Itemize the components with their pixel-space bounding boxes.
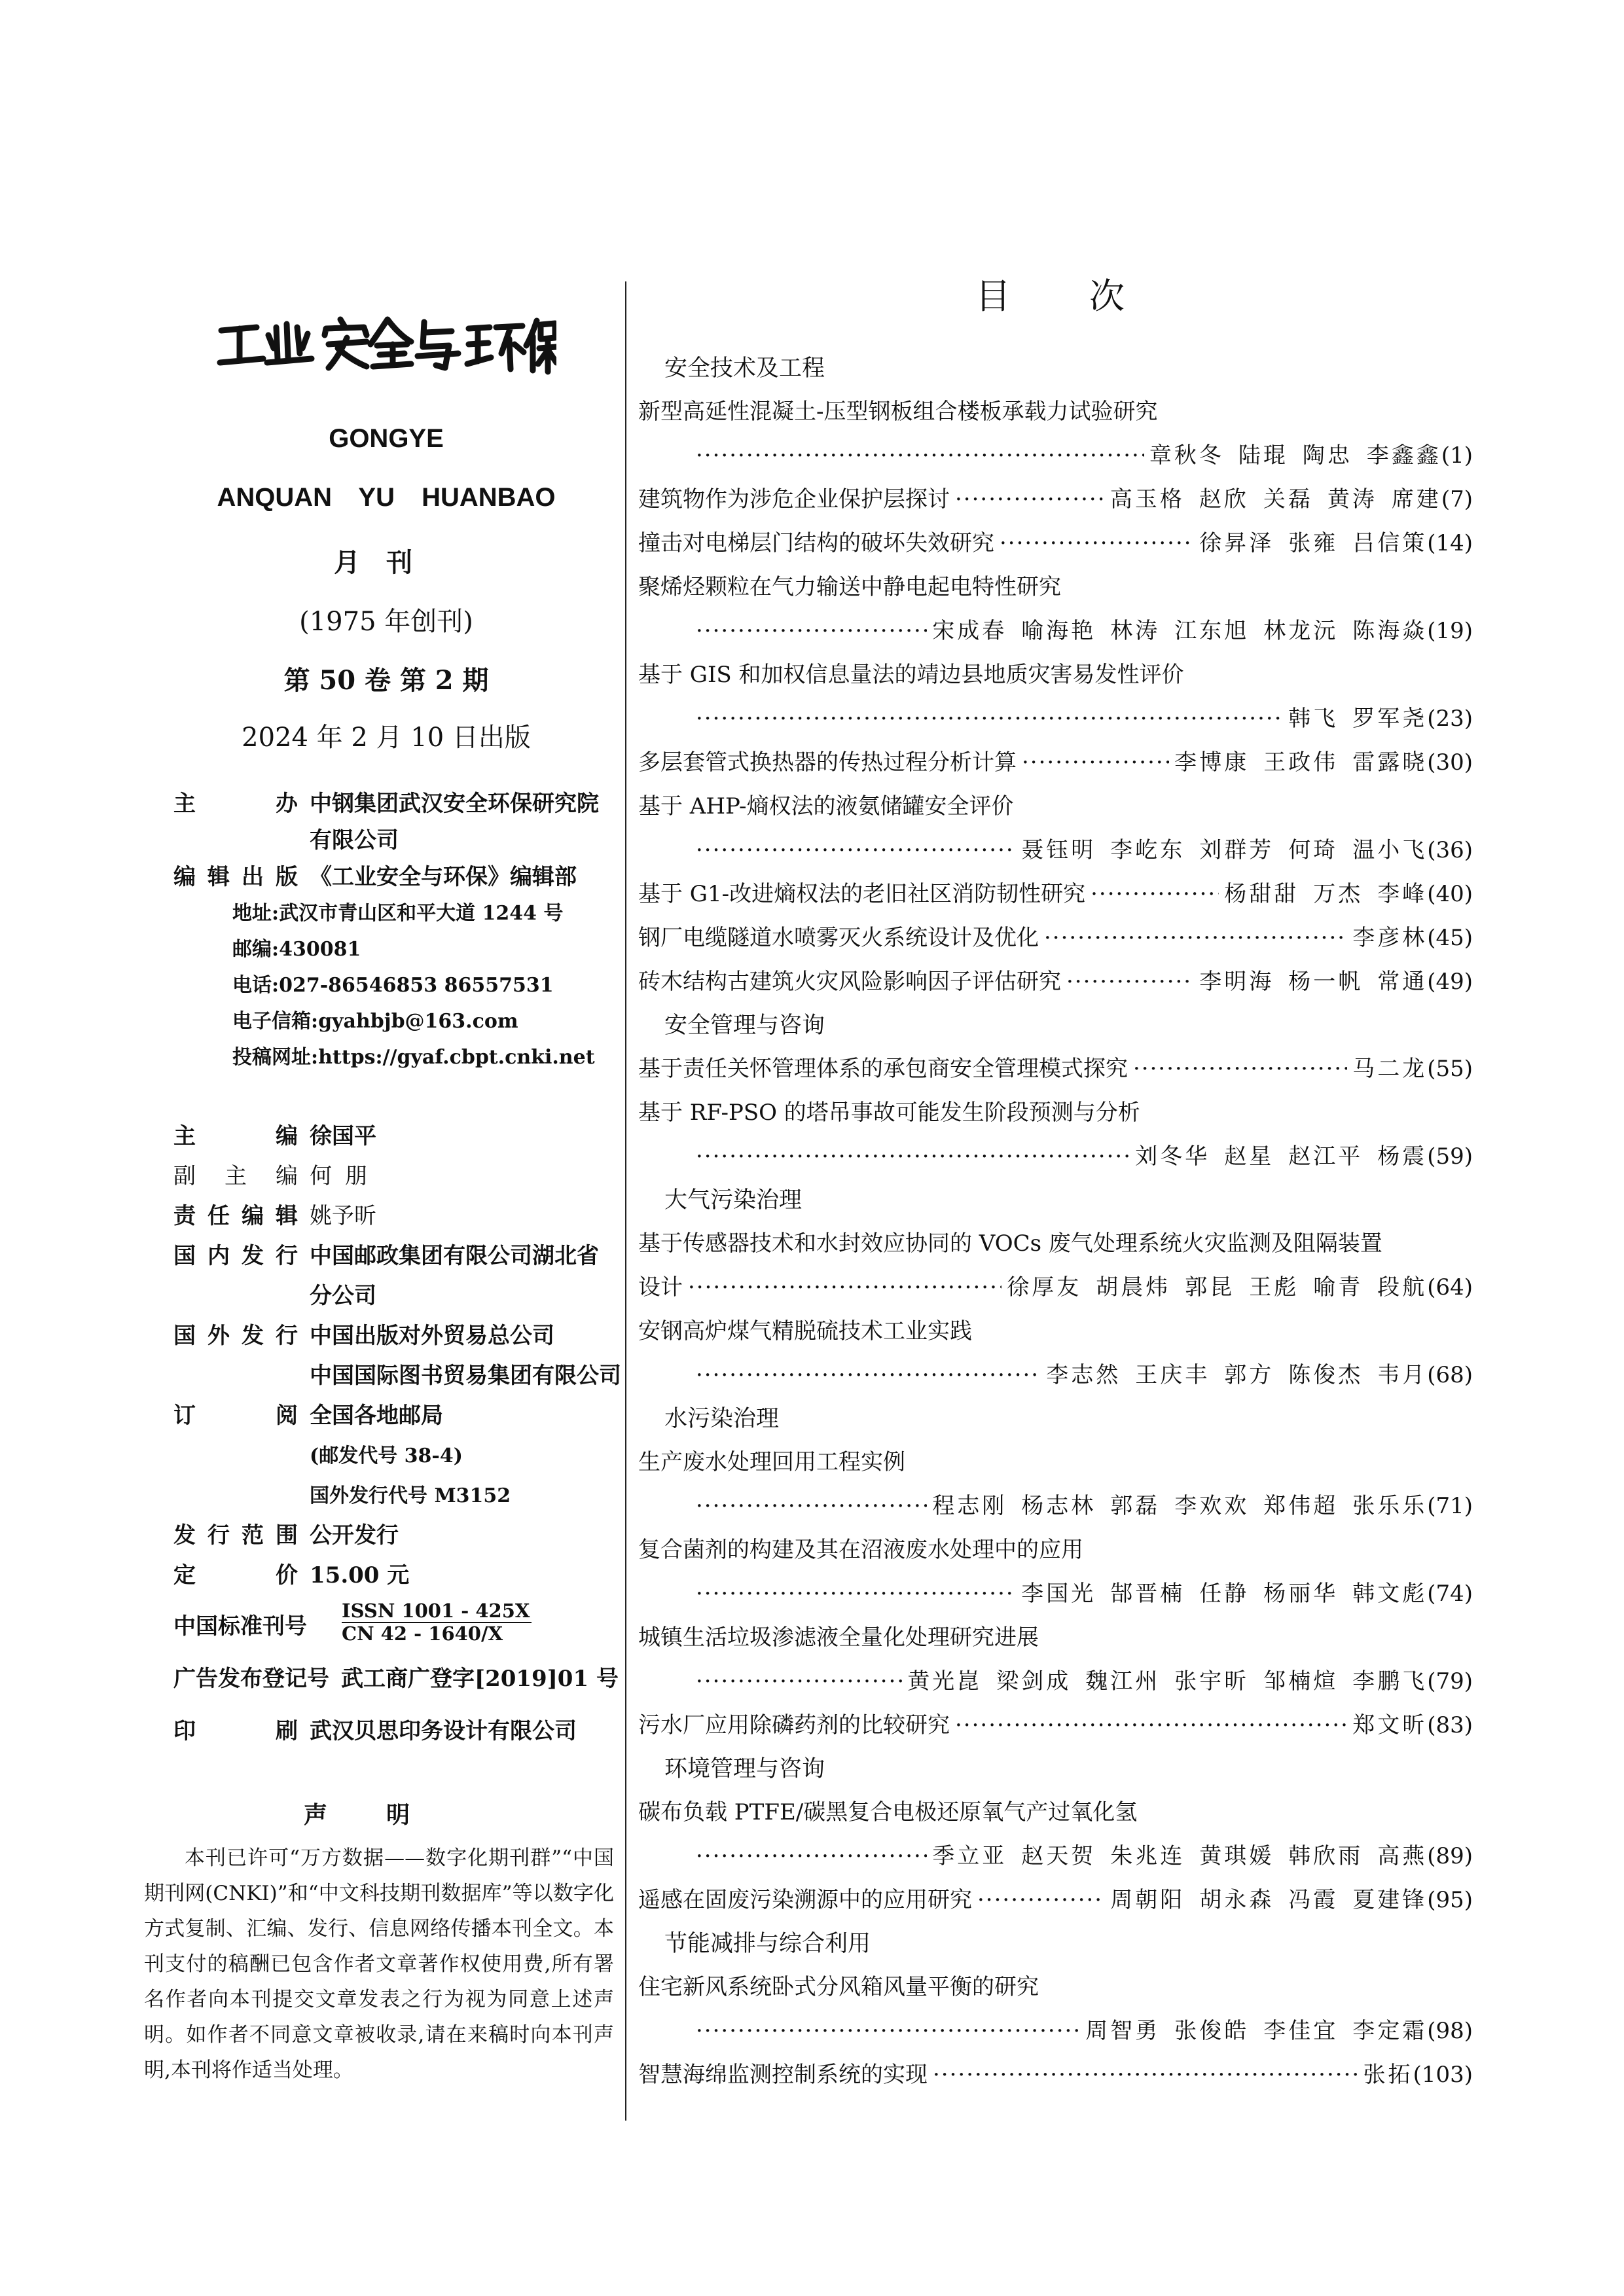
article-page: (68) bbox=[1427, 1362, 1473, 1388]
author-name: 常通 bbox=[1377, 969, 1428, 995]
toc-entry bbox=[638, 1528, 1473, 1572]
article-title: 安钢高炉煤气精脱硫技术工业实践 bbox=[638, 1318, 972, 1344]
article-title: 城镇生活垃圾渗滤液全量化处理研究进展 bbox=[638, 1624, 1039, 1651]
author-name: 杨志林 bbox=[1021, 1493, 1096, 1519]
leader-dots bbox=[696, 434, 1144, 478]
deputy-editor-value: 何朋 bbox=[310, 1163, 380, 1189]
toc-entry bbox=[638, 1310, 1473, 1354]
author-name: 胡永森 bbox=[1199, 1887, 1274, 1913]
publication-frequency: 月刊 bbox=[334, 547, 439, 578]
author-name: 喻海艳 bbox=[1021, 618, 1096, 644]
author-name: 李佳宜 bbox=[1263, 2018, 1339, 2044]
sponsor-label: 主办 bbox=[173, 791, 298, 817]
deputy-editor-label: 副主编 bbox=[173, 1163, 298, 1189]
toc-entry bbox=[638, 1791, 1473, 1835]
author-name: 郭磊 bbox=[1110, 1493, 1161, 1519]
responsible-editor-value: 姚予昕 bbox=[310, 1203, 376, 1229]
author-name: 李屹东 bbox=[1110, 837, 1185, 863]
author-name: 韩飞 bbox=[1288, 706, 1339, 732]
postal-code: (邮发代号 38-4) bbox=[310, 1444, 463, 1467]
author-name: 任静 bbox=[1199, 1581, 1250, 1607]
domestic-dist-value-cont: 分公司 bbox=[310, 1283, 376, 1309]
article-title: 基于 RF-PSO 的塔吊事故可能发生阶段预测与分析 bbox=[638, 1100, 1140, 1126]
author-name: 朱兆连 bbox=[1110, 1843, 1185, 1869]
article-page: (83) bbox=[1427, 1712, 1473, 1738]
author-name: 周智勇 bbox=[1085, 2018, 1161, 2044]
printer-value: 武汉贝思印务设计有限公司 bbox=[310, 1718, 577, 1744]
article-title: 基于 G1-改进熵权法的老旧社区消防韧性研究 bbox=[638, 881, 1086, 907]
article-page: (1) bbox=[1441, 442, 1473, 469]
article-page: (49) bbox=[1427, 969, 1473, 995]
author-name: 黄光崑 bbox=[907, 1668, 983, 1695]
price-label: 定价 bbox=[173, 1562, 298, 1588]
leader-dots bbox=[696, 1354, 1041, 1397]
author-name: 林涛 bbox=[1110, 618, 1161, 644]
toc-entry bbox=[638, 1616, 1473, 1660]
toc-entry bbox=[638, 960, 1473, 1004]
toc-section-heading: 安全管理与咨询 bbox=[664, 1013, 825, 1038]
article-title: 钢厂电缆隧道水喷雾灭火系统设计及优化 bbox=[638, 925, 1039, 951]
article-title: 撞击对电梯层门结构的破坏失效研究 bbox=[638, 530, 994, 556]
chief-editor-value: 徐国平 bbox=[310, 1123, 376, 1149]
leader-dots bbox=[1133, 1047, 1347, 1091]
article-title: 多层套管式换热器的传热过程分析计算 bbox=[638, 749, 1017, 776]
leader-dots bbox=[1000, 522, 1194, 565]
author-name: 赵欣 bbox=[1199, 486, 1249, 512]
article-authors bbox=[907, 1660, 1427, 1704]
ad-label: 广告发布登记号 bbox=[173, 1666, 329, 1692]
toc-entry-authors-line bbox=[638, 1135, 1473, 1179]
article-authors bbox=[932, 609, 1427, 653]
author-name: 高燕 bbox=[1377, 1843, 1428, 1869]
toc-entry-authors-line bbox=[638, 1354, 1473, 1397]
article-authors bbox=[1046, 1354, 1427, 1397]
article-title: 新型高延性混凝土-压型钢板组合楼板承载力试验研究 bbox=[638, 399, 1158, 425]
toc-entry bbox=[638, 872, 1473, 916]
author-name: 王庆丰 bbox=[1135, 1362, 1210, 1388]
author-name: 郑伟超 bbox=[1263, 1493, 1339, 1519]
article-title: 建筑物作为涉危企业保护层探讨 bbox=[638, 486, 950, 512]
leader-dots bbox=[696, 2009, 1080, 2053]
journal-calligraphy-logo bbox=[216, 308, 556, 380]
article-page: (14) bbox=[1427, 530, 1473, 556]
author-name: 黄琪媛 bbox=[1199, 1843, 1274, 1869]
responsible-editor-label: 责任编辑 bbox=[173, 1203, 298, 1229]
author-name: 陶忠 bbox=[1302, 442, 1352, 469]
author-name: 李志然 bbox=[1046, 1362, 1121, 1388]
toc-entry-authors-line bbox=[638, 609, 1473, 653]
article-authors bbox=[1352, 1704, 1427, 1748]
price-value: 15.00 元 bbox=[310, 1562, 410, 1588]
author-name: 李鹏飞 bbox=[1352, 1668, 1428, 1695]
author-name: 程志刚 bbox=[932, 1493, 1007, 1519]
toc-entry bbox=[638, 1091, 1473, 1135]
domestic-dist-label: 国内发行 bbox=[173, 1243, 298, 1269]
chief-editor-label: 主编 bbox=[173, 1123, 298, 1149]
article-page: (74) bbox=[1427, 1581, 1473, 1607]
author-name: 李明海 bbox=[1199, 969, 1274, 995]
article-title: 砖木结构古建筑火灾风险影响因子评估研究 bbox=[638, 969, 1061, 995]
article-title: 基于 AHP-熵权法的液氨储罐安全评价 bbox=[638, 793, 1014, 819]
author-name: 张宇昕 bbox=[1174, 1668, 1250, 1695]
author-name: 韦月 bbox=[1377, 1362, 1428, 1388]
author-name: 刘冬华 bbox=[1135, 1143, 1210, 1170]
article-title: 基于责任关怀管理体系的承包商安全管理模式探究 bbox=[638, 1056, 1128, 1082]
author-name: 何琦 bbox=[1288, 837, 1339, 863]
phone: 电话:027-86546853 86557531 bbox=[232, 974, 554, 997]
article-page: (7) bbox=[1441, 486, 1473, 512]
sponsor-value-cont: 有限公司 bbox=[310, 827, 399, 853]
article-page: (71) bbox=[1427, 1493, 1473, 1519]
sponsor-value: 中钢集团武汉安全环保研究院 bbox=[310, 791, 599, 817]
author-name: 李鑫鑫 bbox=[1366, 442, 1441, 469]
article-authors bbox=[1224, 872, 1427, 916]
author-name: 杨丽华 bbox=[1263, 1581, 1339, 1607]
scope-label: 发行范围 bbox=[173, 1522, 298, 1549]
author-name: 席建 bbox=[1391, 486, 1441, 512]
article-authors bbox=[932, 1835, 1427, 1878]
toc-section-heading: 安全技术及工程 bbox=[664, 355, 825, 381]
author-name: 李峰 bbox=[1377, 881, 1428, 907]
pinyin-title-line2: ANQUAN YU HUANBAO bbox=[217, 483, 556, 512]
toc-entry bbox=[638, 390, 1473, 434]
article-title: 智慧海绵监测控制系统的实现 bbox=[638, 2062, 928, 2088]
article-title: 聚烯烃颗粒在气力输送中静电起电特性研究 bbox=[638, 574, 1061, 600]
author-name: 喻青 bbox=[1313, 1274, 1363, 1300]
leader-dots bbox=[955, 1704, 1347, 1748]
toc-entry-authors-line bbox=[638, 697, 1473, 741]
toc-section-heading: 水污染治理 bbox=[664, 1406, 780, 1431]
author-name: 徐昇泽 bbox=[1199, 530, 1274, 556]
article-authors bbox=[1007, 1266, 1427, 1310]
author-name: 马二龙 bbox=[1352, 1056, 1428, 1082]
leader-dots bbox=[1022, 741, 1169, 785]
journal-logo bbox=[216, 308, 556, 380]
author-name: 李彦林 bbox=[1352, 925, 1428, 951]
toc-entry-authors-line bbox=[638, 2009, 1473, 2053]
article-page: (59) bbox=[1427, 1143, 1473, 1170]
author-name: 李定霜 bbox=[1352, 2018, 1428, 2044]
author-name: 张俊皓 bbox=[1174, 2018, 1250, 2044]
author-name: 林龙沅 bbox=[1263, 618, 1339, 644]
toc-entry bbox=[638, 565, 1473, 609]
toc-entry-authors-line bbox=[638, 1484, 1473, 1528]
article-page: (19) bbox=[1427, 618, 1473, 644]
article-page: (30) bbox=[1427, 749, 1473, 776]
article-authors bbox=[1199, 522, 1427, 565]
author-name: 王彪 bbox=[1249, 1274, 1299, 1300]
pinyin-title-line1: GONGYE bbox=[329, 424, 444, 453]
author-name: 陆琨 bbox=[1238, 442, 1288, 469]
article-authors bbox=[1174, 741, 1427, 785]
author-name: 杨震 bbox=[1377, 1143, 1428, 1170]
postcode: 邮编:430081 bbox=[232, 938, 361, 961]
toc-entry-authors-line bbox=[638, 829, 1473, 872]
author-name: 韩文彪 bbox=[1352, 1581, 1428, 1607]
author-name: 陈海焱 bbox=[1352, 618, 1428, 644]
editorial-info bbox=[173, 1117, 621, 1596]
toc-title: 目次 bbox=[975, 277, 1203, 316]
toc-entry bbox=[638, 741, 1473, 785]
author-name: 季立亚 bbox=[932, 1843, 1007, 1869]
article-page: (45) bbox=[1427, 925, 1473, 951]
article-page: (36) bbox=[1427, 837, 1473, 863]
article-authors bbox=[1363, 2053, 1413, 2097]
toc-entry-authors-line bbox=[638, 1572, 1473, 1616]
author-name: 夏建锋 bbox=[1352, 1887, 1428, 1913]
toc-entry bbox=[638, 522, 1473, 565]
toc-entry bbox=[638, 916, 1473, 960]
author-name: 郜晋楠 bbox=[1110, 1581, 1185, 1607]
author-name: 罗军尧 bbox=[1352, 706, 1428, 732]
toc-entry bbox=[638, 1704, 1473, 1748]
author-name: 关磊 bbox=[1263, 486, 1313, 512]
column-divider bbox=[625, 281, 626, 2121]
address: 地址:武汉市青山区和平大道 1244 号 bbox=[232, 902, 564, 925]
editor-value: 《工业安全与环保》编辑部 bbox=[310, 864, 577, 890]
leader-dots bbox=[688, 1266, 1001, 1310]
article-title-cont: 设计 bbox=[638, 1274, 683, 1300]
issn-number: ISSN 1001 - 425X bbox=[342, 1600, 532, 1623]
declaration-text: 本刊已许可“万方数据——数字化期刊群”“中国期刊网(CNKI)”和“中文科技期刊数据库”等以数字化方式复制、汇编、发行、信息网络传播本刊全文。本刊支付的稿酬已包含作者文章著作权使用费,所有署名作者向本刊提交文章发表之行为视为同意上述声明。如作者不同意文章被收录,请在来稿时向本刊声明,本刊将作适当处理。 bbox=[144, 1846, 614, 2082]
declaration-title: 声明 bbox=[303, 1801, 469, 1829]
founded-year: (1975 年创刊) bbox=[299, 607, 473, 637]
foreign-dist-label: 国外发行 bbox=[173, 1323, 298, 1349]
author-name: 郑文昕 bbox=[1352, 1712, 1428, 1738]
article-authors bbox=[1288, 697, 1427, 741]
author-name: 吕信策 bbox=[1352, 530, 1428, 556]
article-authors bbox=[1110, 478, 1441, 522]
toc-entry bbox=[638, 2053, 1473, 2097]
author-name: 李欢欢 bbox=[1174, 1493, 1250, 1519]
cn-number: CN 42 - 1640/X bbox=[342, 1623, 503, 1645]
leader-dots bbox=[696, 1135, 1130, 1179]
article-page: (95) bbox=[1427, 1887, 1473, 1913]
article-authors bbox=[1149, 434, 1441, 478]
author-name: 陈俊杰 bbox=[1288, 1362, 1363, 1388]
ad-registration bbox=[173, 1660, 619, 1697]
article-authors bbox=[1021, 1572, 1427, 1616]
author-name: 王政伟 bbox=[1263, 749, 1339, 776]
author-name: 段航 bbox=[1377, 1274, 1428, 1300]
scope-value: 公开发行 bbox=[310, 1522, 399, 1549]
table-of-contents bbox=[638, 347, 1473, 2097]
article-page: (79) bbox=[1427, 1668, 1473, 1695]
toc-section-heading: 节能减排与综合利用 bbox=[664, 1931, 871, 1956]
toc-entry bbox=[638, 1441, 1473, 1484]
article-authors bbox=[1085, 2009, 1427, 2053]
article-authors bbox=[932, 1484, 1427, 1528]
leader-dots bbox=[955, 478, 1105, 522]
toc-entry bbox=[638, 478, 1473, 522]
author-name: 周朝阳 bbox=[1110, 1887, 1185, 1913]
toc-entry-authors-line bbox=[638, 434, 1473, 478]
leader-dots bbox=[696, 1660, 902, 1704]
toc-entry bbox=[638, 1222, 1473, 1266]
author-name: 赵星 bbox=[1224, 1143, 1274, 1170]
author-name: 黄涛 bbox=[1327, 486, 1377, 512]
author-name: 宋成春 bbox=[932, 618, 1007, 644]
author-name: 李博康 bbox=[1174, 749, 1250, 776]
author-name: 聂钰明 bbox=[1021, 837, 1096, 863]
foreign-dist-value: 中国出版对外贸易总公司 bbox=[310, 1323, 554, 1349]
author-name: 韩欣雨 bbox=[1288, 1843, 1363, 1869]
article-authors bbox=[1352, 1047, 1427, 1091]
foreign-code: 国外发行代号 M3152 bbox=[310, 1484, 511, 1507]
author-name: 张乐乐 bbox=[1352, 1493, 1428, 1519]
toc-entry bbox=[638, 653, 1473, 697]
leader-dots bbox=[933, 2053, 1358, 2097]
toc-section-heading: 环境管理与咨询 bbox=[664, 1756, 825, 1782]
author-name: 杨一帆 bbox=[1288, 969, 1363, 995]
leader-dots bbox=[1044, 916, 1347, 960]
author-name: 胡晨炜 bbox=[1096, 1274, 1171, 1300]
issn-label: 中国标准刊号 bbox=[173, 1613, 307, 1640]
author-name: 李国光 bbox=[1021, 1581, 1096, 1607]
article-title: 碳布负载 PTFE/碳黑复合电极还原氧气产过氧化氢 bbox=[638, 1799, 1138, 1825]
article-page: (23) bbox=[1427, 706, 1473, 732]
article-title: 基于 GIS 和加权信息量法的靖边县地质灾害易发性评价 bbox=[638, 662, 1184, 688]
leader-dots bbox=[1066, 960, 1194, 1004]
publisher-info bbox=[173, 785, 599, 1075]
article-title: 污水厂应用除磷药剂的比较研究 bbox=[638, 1712, 950, 1738]
author-name: 万杰 bbox=[1313, 881, 1363, 907]
article-authors bbox=[1110, 1878, 1427, 1922]
leader-dots bbox=[696, 829, 1016, 872]
website: 投稿网址:https://gyaf.cbpt.cnki.net bbox=[232, 1046, 595, 1069]
author-name: 赵天贺 bbox=[1021, 1843, 1096, 1869]
leader-dots bbox=[696, 609, 927, 653]
author-name: 赵江平 bbox=[1288, 1143, 1363, 1170]
article-page: (89) bbox=[1427, 1843, 1473, 1869]
author-name: 温小飞 bbox=[1352, 837, 1428, 863]
article-authors bbox=[1199, 960, 1427, 1004]
author-name: 高玉格 bbox=[1110, 486, 1185, 512]
article-page: (64) bbox=[1427, 1274, 1473, 1300]
author-name: 雷露晓 bbox=[1352, 749, 1428, 776]
author-name: 刘群芳 bbox=[1199, 837, 1274, 863]
editor-label: 编辑出版 bbox=[173, 864, 298, 890]
author-name: 梁剑成 bbox=[996, 1668, 1072, 1695]
toc-entry bbox=[638, 1047, 1473, 1091]
article-page: (103) bbox=[1413, 2062, 1473, 2088]
toc-entry bbox=[638, 1965, 1473, 2009]
email: 电子信箱:gyahbjb@163.com bbox=[232, 1010, 518, 1033]
toc-entry bbox=[638, 785, 1473, 829]
article-title: 复合菌剂的构建及其在沼液废水处理中的应用 bbox=[638, 1537, 1083, 1563]
author-name: 邹楠煊 bbox=[1263, 1668, 1339, 1695]
toc-entry-cont bbox=[638, 1266, 1473, 1310]
article-page: (98) bbox=[1427, 2018, 1473, 2044]
leader-dots bbox=[977, 1878, 1105, 1922]
foreign-dist-value-cont: 中国国际图书贸易集团有限公司 bbox=[310, 1363, 621, 1389]
article-title: 基于传感器技术和水封效应协同的 VOCs 废气处理系统火灾监测及阻隔装置 bbox=[638, 1230, 1382, 1257]
leader-dots bbox=[696, 1484, 927, 1528]
article-page: (40) bbox=[1427, 881, 1473, 907]
author-name: 张雍 bbox=[1288, 530, 1339, 556]
author-name: 徐厚友 bbox=[1007, 1274, 1082, 1300]
ad-value: 武工商广登字[2019]01 号 bbox=[341, 1666, 619, 1692]
leader-dots bbox=[696, 697, 1283, 741]
article-authors bbox=[1352, 916, 1427, 960]
toc-entry-authors-line bbox=[638, 1660, 1473, 1704]
subscribe-label: 订阅 bbox=[173, 1403, 298, 1429]
leader-dots bbox=[696, 1572, 1016, 1616]
author-name: 江东旭 bbox=[1174, 618, 1250, 644]
toc-entry-authors-line bbox=[638, 1835, 1473, 1878]
article-title: 生产废水处理回用工程实例 bbox=[638, 1449, 905, 1475]
toc-section-heading: 大气污染治理 bbox=[664, 1187, 803, 1213]
article-page: (55) bbox=[1427, 1056, 1473, 1082]
leader-dots bbox=[1091, 872, 1219, 916]
article-title: 住宅新风系统卧式分风箱风量平衡的研究 bbox=[638, 1974, 1039, 2000]
author-name: 张拓 bbox=[1363, 2062, 1413, 2088]
printer-label: 印刷 bbox=[173, 1718, 298, 1744]
author-name: 郭昆 bbox=[1185, 1274, 1235, 1300]
publication-date: 2024 年 2 月 10 日出版 bbox=[242, 723, 531, 753]
subscribe-value: 全国各地邮局 bbox=[310, 1403, 443, 1429]
leader-dots bbox=[696, 1835, 927, 1878]
author-name: 魏江州 bbox=[1085, 1668, 1161, 1695]
article-authors bbox=[1135, 1135, 1427, 1179]
author-name: 郭方 bbox=[1224, 1362, 1274, 1388]
toc-entry bbox=[638, 1878, 1473, 1922]
domestic-dist-value: 中国邮政集团有限公司湖北省 bbox=[310, 1243, 599, 1269]
author-name: 冯霞 bbox=[1288, 1887, 1339, 1913]
article-authors bbox=[1021, 829, 1427, 872]
article-title: 遥感在固废污染溯源中的应用研究 bbox=[638, 1887, 972, 1913]
author-name: 章秋冬 bbox=[1149, 442, 1224, 469]
author-name: 杨甜甜 bbox=[1224, 881, 1299, 907]
volume-issue: 第 50 卷 第 2 期 bbox=[283, 665, 489, 696]
printer-info bbox=[173, 1713, 577, 1749]
